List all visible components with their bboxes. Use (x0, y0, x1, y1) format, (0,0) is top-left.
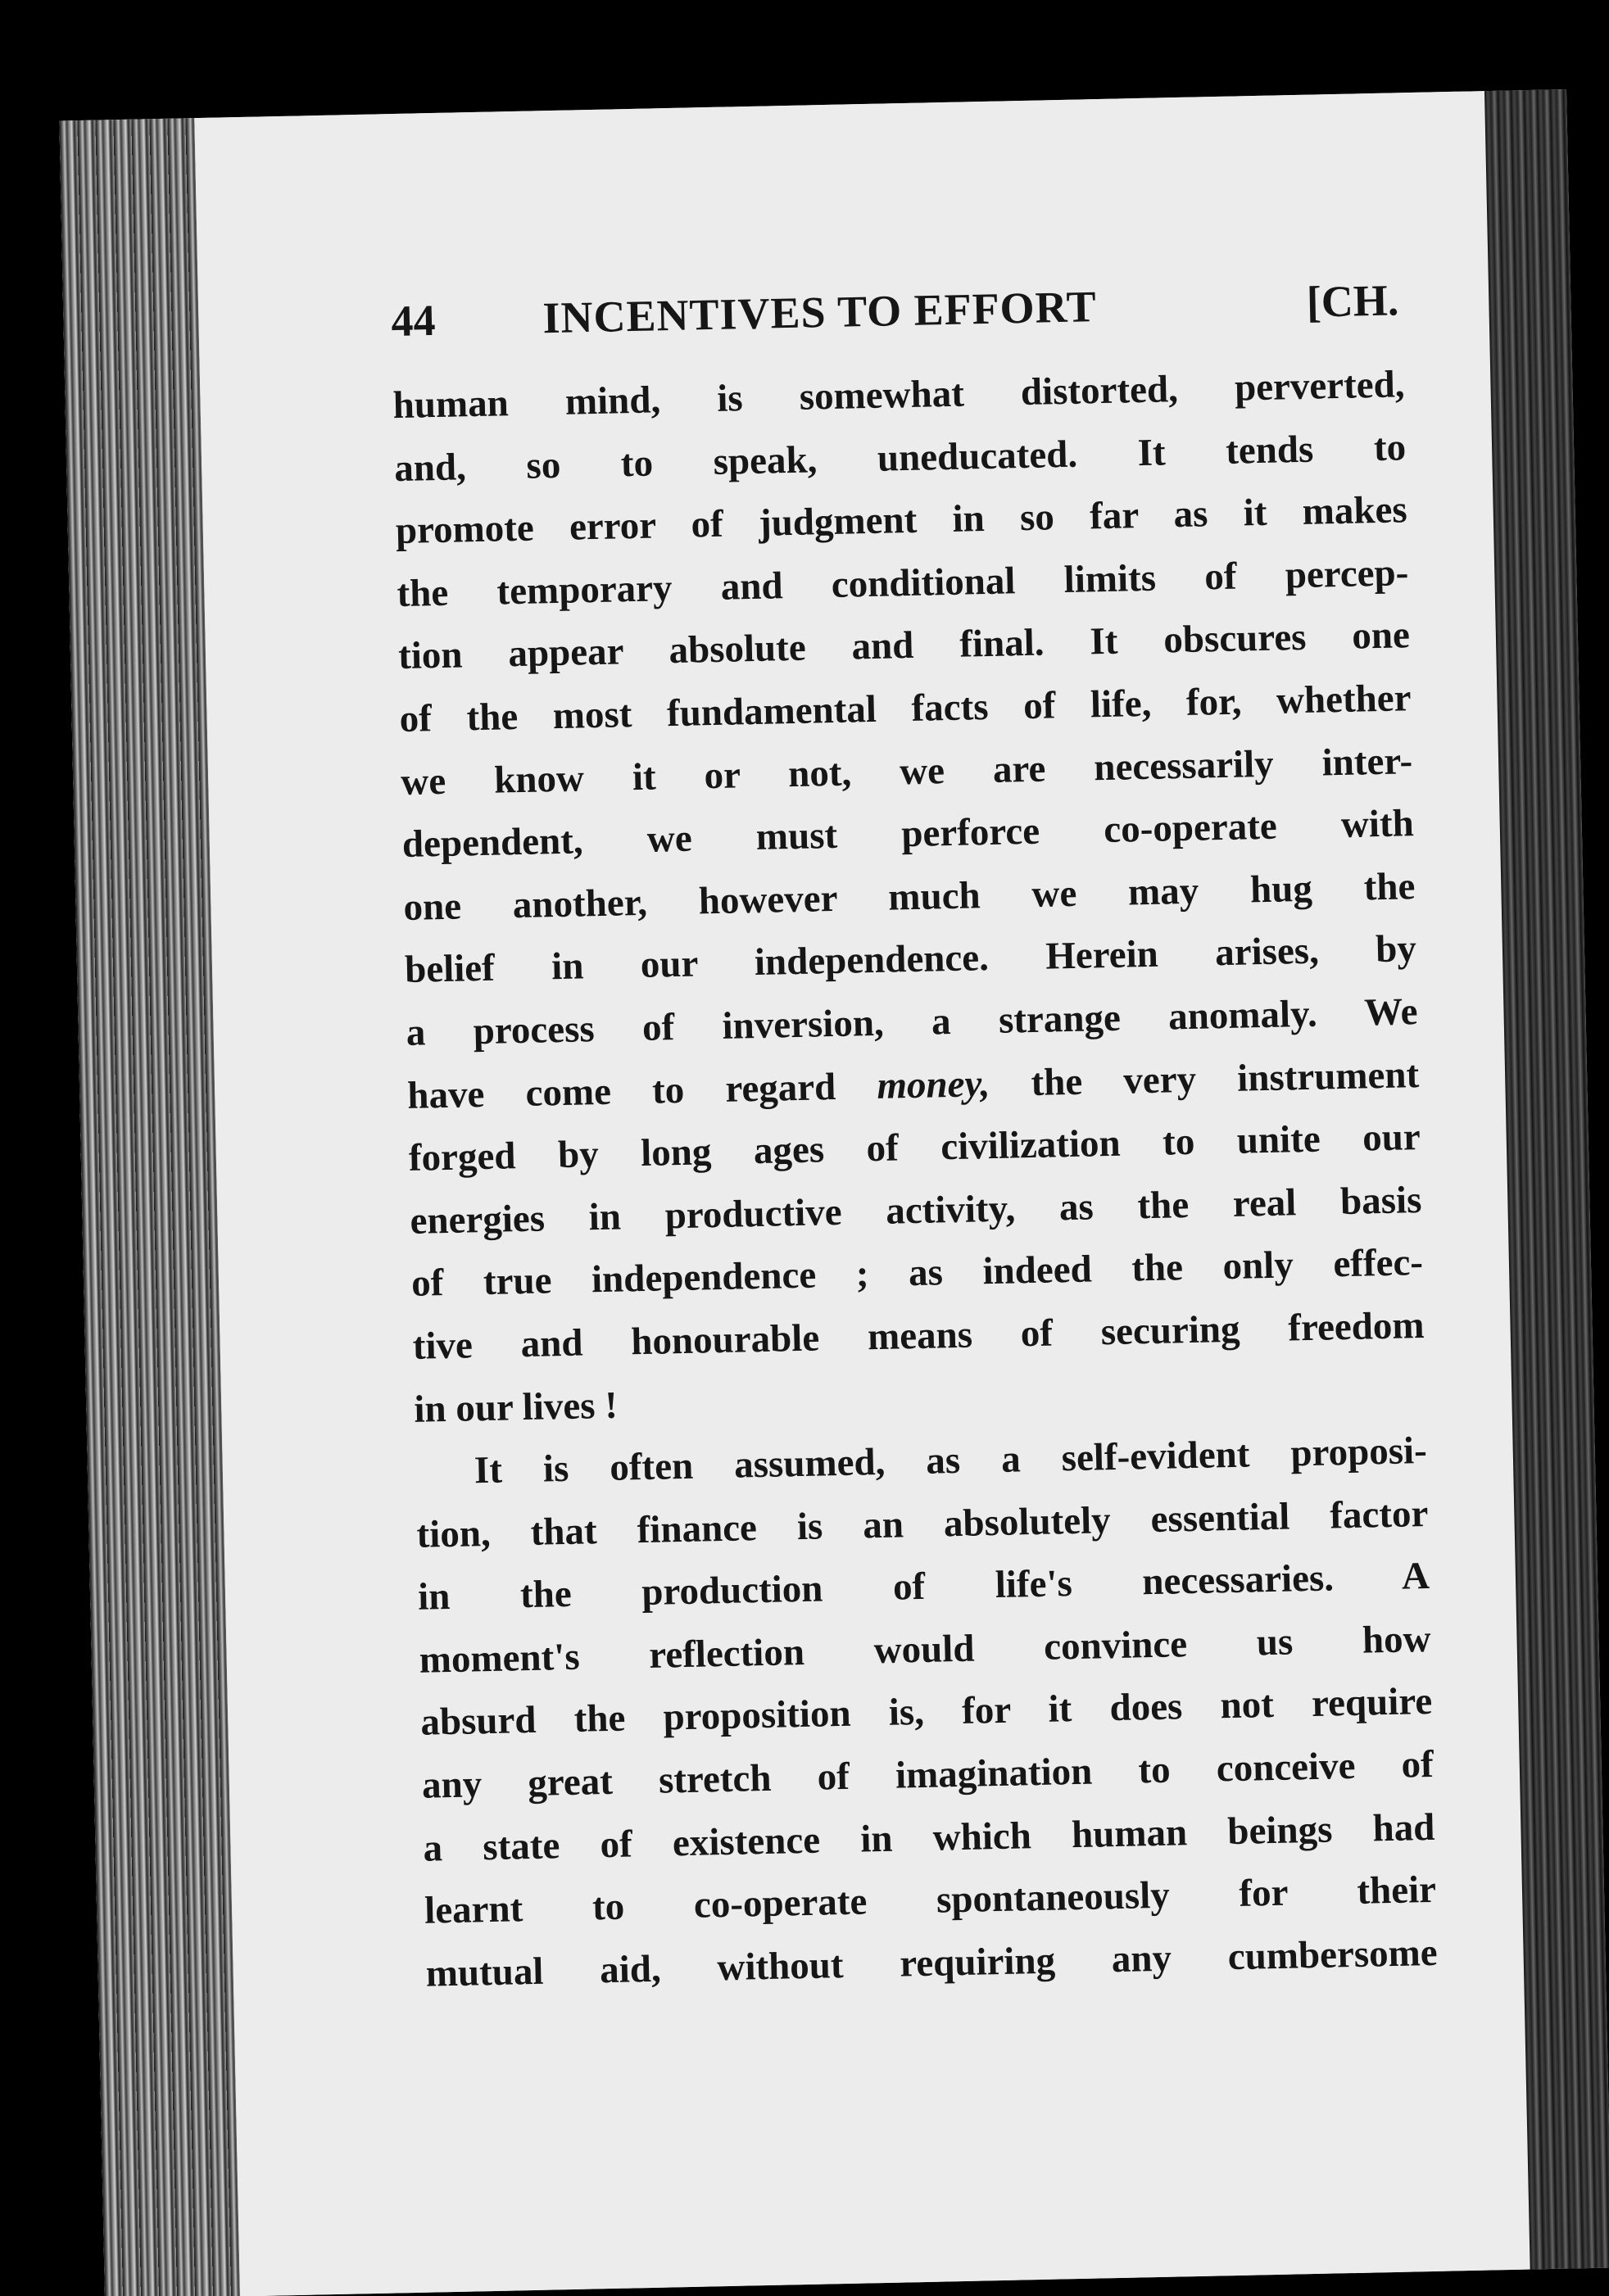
text-line: promote error of judgment in so far as it makes (395, 488, 1408, 553)
text-line: forged by long ages of civilization to unite our (408, 1116, 1421, 1180)
text-line: tion, that finance is an absolutely essential factor (416, 1492, 1429, 1556)
running-title: INCENTIVES TO EFFORT (542, 282, 1098, 343)
chapter-reference: [CH. (1306, 275, 1399, 327)
book (59, 89, 1609, 2296)
text-line: and, so to speak, uneducated. It tends to (393, 425, 1407, 490)
text-line: any great stretch of imagination to conceive of (421, 1742, 1435, 1807)
text-line: in the production of life's necessaries. A (417, 1555, 1430, 1619)
text-line: mutual aid, without requiring any cumbersome (425, 1931, 1439, 1995)
page-number: 44 (390, 296, 437, 346)
text-line: tive and honourable means of securing freedom (412, 1303, 1425, 1368)
text-segment: the very instrument (1030, 1053, 1420, 1104)
text-line: belief in our independence. Herein arises, by (404, 927, 1417, 992)
text-line: in our lives ! (413, 1383, 619, 1431)
text-line: we know it or not, we are necessarily inter- (400, 739, 1413, 804)
text-line: tion appear absolute and final. It obscures one (397, 614, 1411, 678)
text-line: the temporary and conditional limits of percep- (396, 550, 1409, 615)
paragraph-2 (415, 1420, 1438, 2005)
text-line: learnt to co-operate spontaneously for their (424, 1868, 1437, 1932)
text-line: energies in productive activity, as the real basis (410, 1178, 1422, 1243)
text-line: a process of inversion, a strange anomaly. We (406, 990, 1419, 1054)
text-line: It is often assumed, as a self-evident proposi- (474, 1429, 1428, 1492)
text-line: one another, however much we may hug the (403, 864, 1416, 929)
text-line: absurd the proposition is, for it does not require (419, 1680, 1433, 1745)
text-line: a state of existence in which human beings had (423, 1805, 1435, 1870)
text-line: human mind, is somewhat distorted, perverted, (392, 363, 1405, 428)
text-line: dependent, we must perforce co-operate with (401, 802, 1415, 867)
text-line: of true independence ; as indeed the only effec- (410, 1241, 1424, 1306)
text-segment: have come to regard (406, 1065, 836, 1117)
text-line: of the most fundamental facts of life, for, whether (399, 677, 1412, 740)
paragraph-1 (392, 353, 1426, 1441)
body-text (392, 353, 1438, 2005)
italic-word: money, (876, 1062, 990, 1107)
text-line: moment's reflection would convince us how (419, 1617, 1432, 1682)
